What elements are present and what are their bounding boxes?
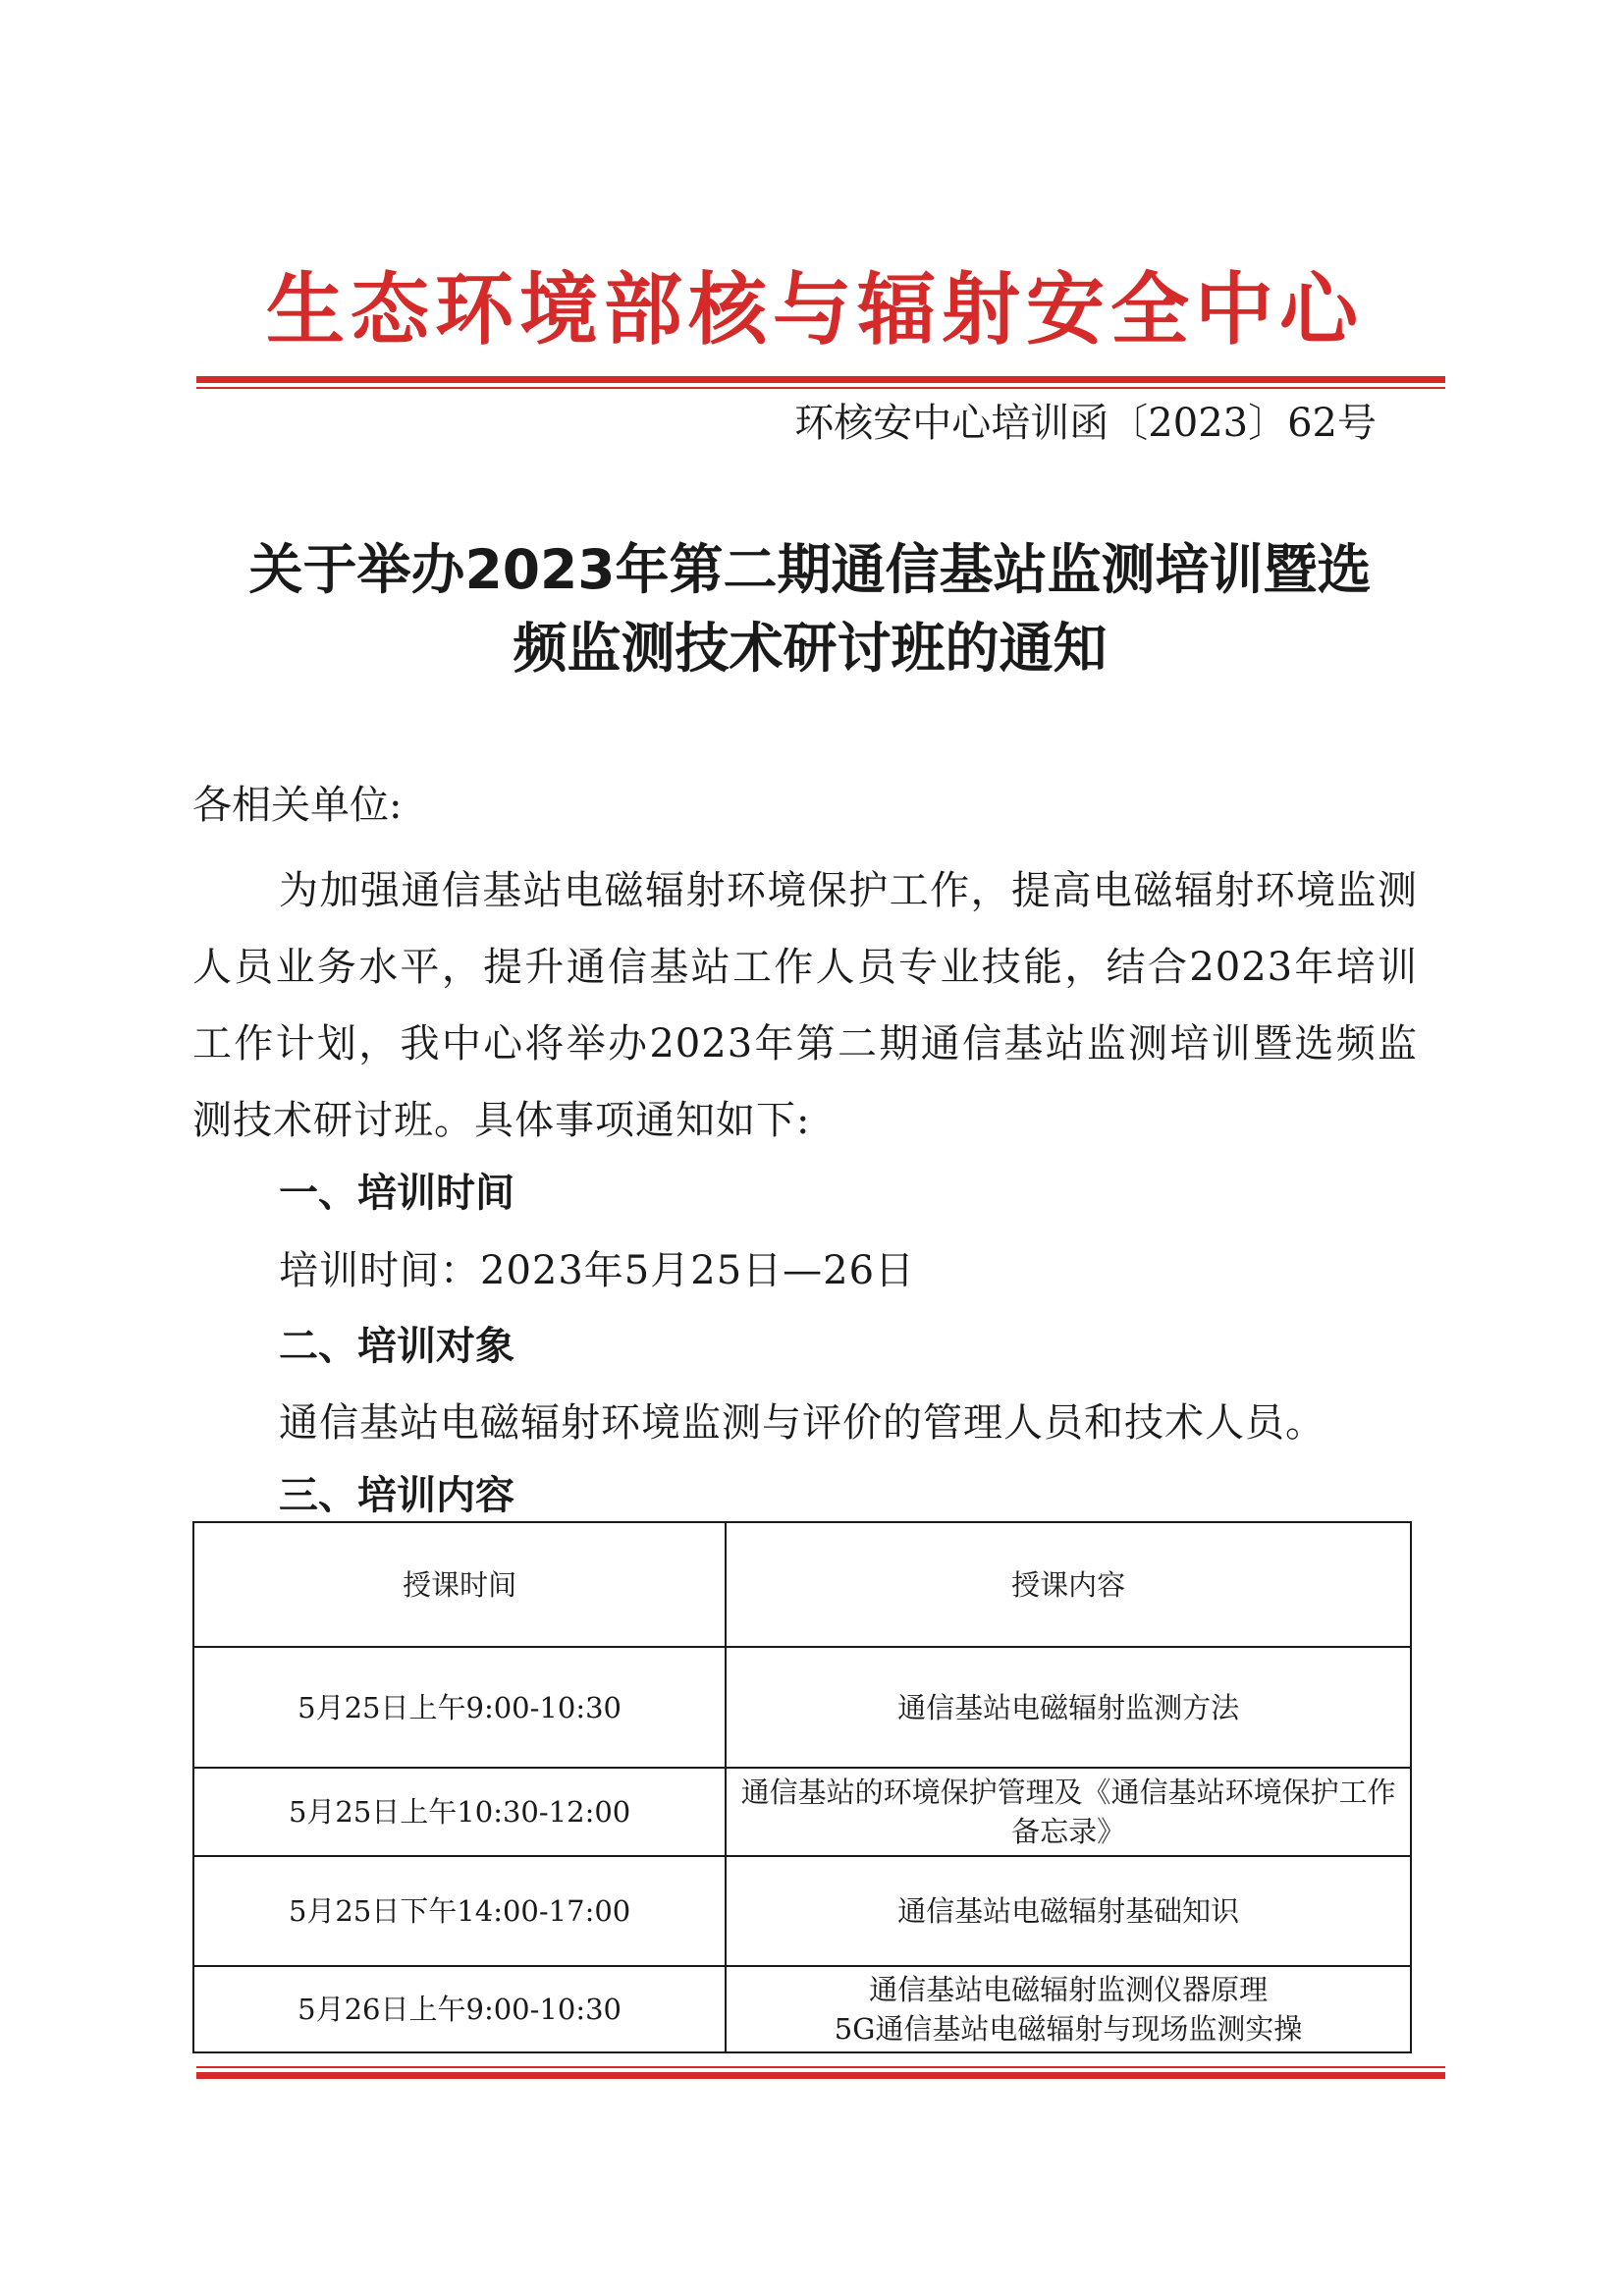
row-content: 通信基站电磁辐射监测仪器原理 5G通信基站电磁辐射与现场监测实操 [726,1966,1411,2052]
document-title [167,530,1453,687]
table-row [193,1856,1411,1966]
row-content: 通信基站电磁辐射监测方法 [726,1647,1411,1768]
table-row [193,1966,1411,2052]
section-heading-training-time: 一、培训时间 [279,1171,514,1216]
table-row [193,1768,1411,1856]
document-number: 环核安中心培训函〔2023〕62号 [794,401,1377,446]
schedule-table [192,1521,1412,2053]
training-audience-text: 通信基站电磁辐射环境监测与评价的管理人员和技术人员。 [279,1400,1325,1446]
row-time: 5月25日上午10:30-12:00 [193,1768,726,1856]
training-time-text: 培训时间：2023年5月25日—26日 [279,1248,916,1293]
letterhead-org-name: 生态环境部核与辐射安全中心 [266,264,1364,355]
letterhead-red-rule [196,376,1445,389]
header-content: 授课内容 [726,1522,1411,1647]
header-time: 授课时间 [193,1522,726,1647]
salutation: 各相关单位: [192,783,403,828]
row-content: 通信基站的环境保护管理及《通信基站环境保护工作备忘录》 [726,1768,1411,1856]
row-time: 5月25日下午14:00-17:00 [193,1856,726,1966]
title-line-2: 频监测技术研讨班的通知 [513,617,1108,680]
title-line-1: 关于举办2023年第二期通信基站监测培训暨选 [248,538,1372,601]
row-content: 通信基站电磁辐射基础知识 [726,1856,1411,1966]
section-heading-training-content: 三、培训内容 [279,1473,514,1518]
section-heading-training-audience: 二、培训对象 [279,1324,514,1369]
row-time: 5月25日上午9:00-10:30 [193,1647,726,1768]
footer-red-rule [196,2066,1445,2079]
schedule-header-row [193,1522,1411,1647]
row-time: 5月26日上午9:00-10:30 [193,1966,726,2052]
table-row [193,1647,1411,1768]
intro-paragraph: 为加强通信基站电磁辐射环境保护工作，提高电磁辐射环境监测人员业务水平，提升通信基站工作人员专业技能，结合2023年培训工作计划，我中心将举办2023年第二期通信基站监测培训暨选频监测技术研讨班。具体事项通知如下: [192,868,1418,1143]
